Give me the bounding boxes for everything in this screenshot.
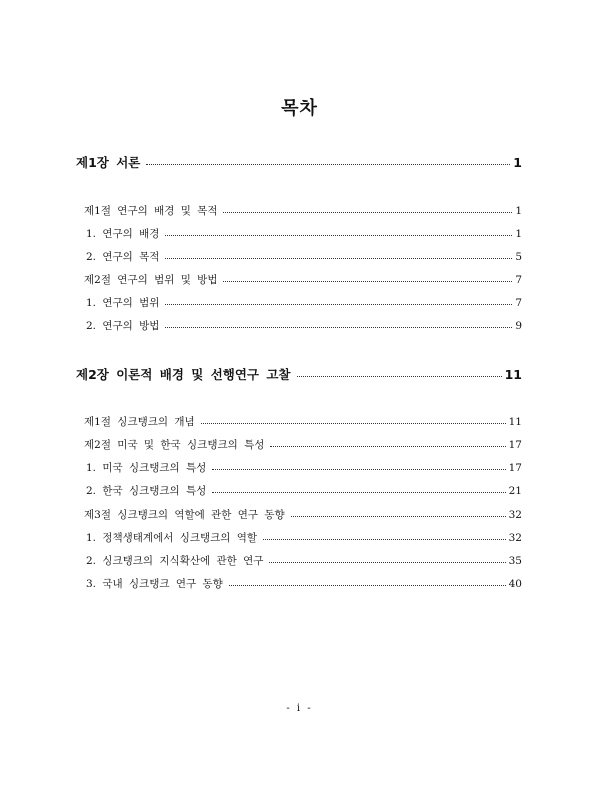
toc-entry[interactable] xyxy=(84,203,522,218)
toc-entry-label: 1. 연구의 범위 xyxy=(86,297,160,309)
dot-leader xyxy=(263,539,506,540)
dot-leader xyxy=(212,469,505,470)
toc-page-number: 21 xyxy=(508,485,522,497)
toc-page-number: 32 xyxy=(508,532,522,544)
toc-chapter-label: 제2장 이론적 배경 및 선행연구 고찰 xyxy=(76,367,291,382)
toc-page-number: 17 xyxy=(508,462,522,474)
dot-leader xyxy=(165,258,512,259)
dot-leader xyxy=(212,492,505,493)
toc-entry[interactable] xyxy=(86,553,522,568)
toc-entry-label: 1. 연구의 배경 xyxy=(86,228,160,240)
toc-entry-label: 2. 싱크탱크의 지식확산에 관한 연구 xyxy=(86,555,264,567)
dot-leader xyxy=(223,281,512,282)
dot-leader xyxy=(165,327,512,328)
toc-entry[interactable] xyxy=(86,295,522,310)
toc-page-number: 9 xyxy=(515,320,522,332)
toc-entry[interactable] xyxy=(86,460,522,475)
toc-page-number: 35 xyxy=(508,555,522,567)
page-title: 목차 xyxy=(281,98,318,119)
toc-page-number: 1 xyxy=(515,205,522,217)
toc-entry-label: 1. 정책생태계에서 싱크탱크의 역할 xyxy=(86,532,258,544)
toc-entry[interactable] xyxy=(86,318,522,333)
toc-entry[interactable] xyxy=(86,576,522,591)
toc-page-number: 5 xyxy=(515,251,522,263)
toc-entry-label: 제1절 연구의 배경 및 목적 xyxy=(84,205,218,217)
dot-leader xyxy=(270,446,505,447)
toc-entry-label: 제2절 미국 및 한국 싱크탱크의 특성 xyxy=(84,439,265,451)
toc-entry-label: 3. 국내 싱크탱크 연구 동향 xyxy=(86,578,223,590)
toc-entry[interactable] xyxy=(84,272,522,287)
toc-entry[interactable] xyxy=(86,226,522,241)
dot-leader xyxy=(229,585,506,586)
toc-entry[interactable] xyxy=(84,507,522,522)
dot-leader xyxy=(297,376,502,377)
toc-chapter-2[interactable] xyxy=(76,365,522,383)
toc-entry[interactable] xyxy=(86,530,522,545)
toc-entry[interactable] xyxy=(86,483,522,498)
toc-entry-label: 제2절 연구의 범위 및 방법 xyxy=(84,274,218,286)
toc-page-number: 7 xyxy=(515,274,522,286)
toc-page-number: 32 xyxy=(508,509,522,521)
toc-chapter-label: 제1장 서론 xyxy=(76,155,141,170)
toc-entry-label: 2. 연구의 목적 xyxy=(86,251,160,263)
toc-entry-label: 1. 미국 싱크탱크의 특성 xyxy=(86,462,207,474)
page-footer-number: - i - xyxy=(286,703,313,714)
dot-leader xyxy=(291,516,506,517)
toc-page-number: 11 xyxy=(504,367,522,382)
dot-leader xyxy=(165,235,512,236)
dot-leader xyxy=(223,212,512,213)
toc-page-number: 1 xyxy=(513,155,522,170)
toc-entry-label: 2. 연구의 방법 xyxy=(86,320,160,332)
toc-entry-label: 제3절 싱크탱크의 역할에 관한 연구 동향 xyxy=(84,509,285,521)
toc-page-number: 11 xyxy=(508,416,522,428)
toc-page-number: 17 xyxy=(508,439,522,451)
toc-page-number: 1 xyxy=(515,228,522,240)
dot-leader xyxy=(165,304,512,305)
dot-leader xyxy=(201,423,506,424)
toc-entry[interactable] xyxy=(84,414,522,429)
toc-page-number: 40 xyxy=(508,578,522,590)
dot-leader xyxy=(146,164,510,165)
dot-leader xyxy=(269,562,505,563)
toc-chapter-1[interactable] xyxy=(76,153,522,171)
toc-entry[interactable] xyxy=(84,437,522,452)
toc-page-number: 7 xyxy=(515,297,522,309)
toc-entry-label: 2. 한국 싱크탱크의 특성 xyxy=(86,485,207,497)
toc-entry[interactable] xyxy=(86,249,522,264)
toc-entry-label: 제1절 싱크탱크의 개념 xyxy=(84,416,195,428)
